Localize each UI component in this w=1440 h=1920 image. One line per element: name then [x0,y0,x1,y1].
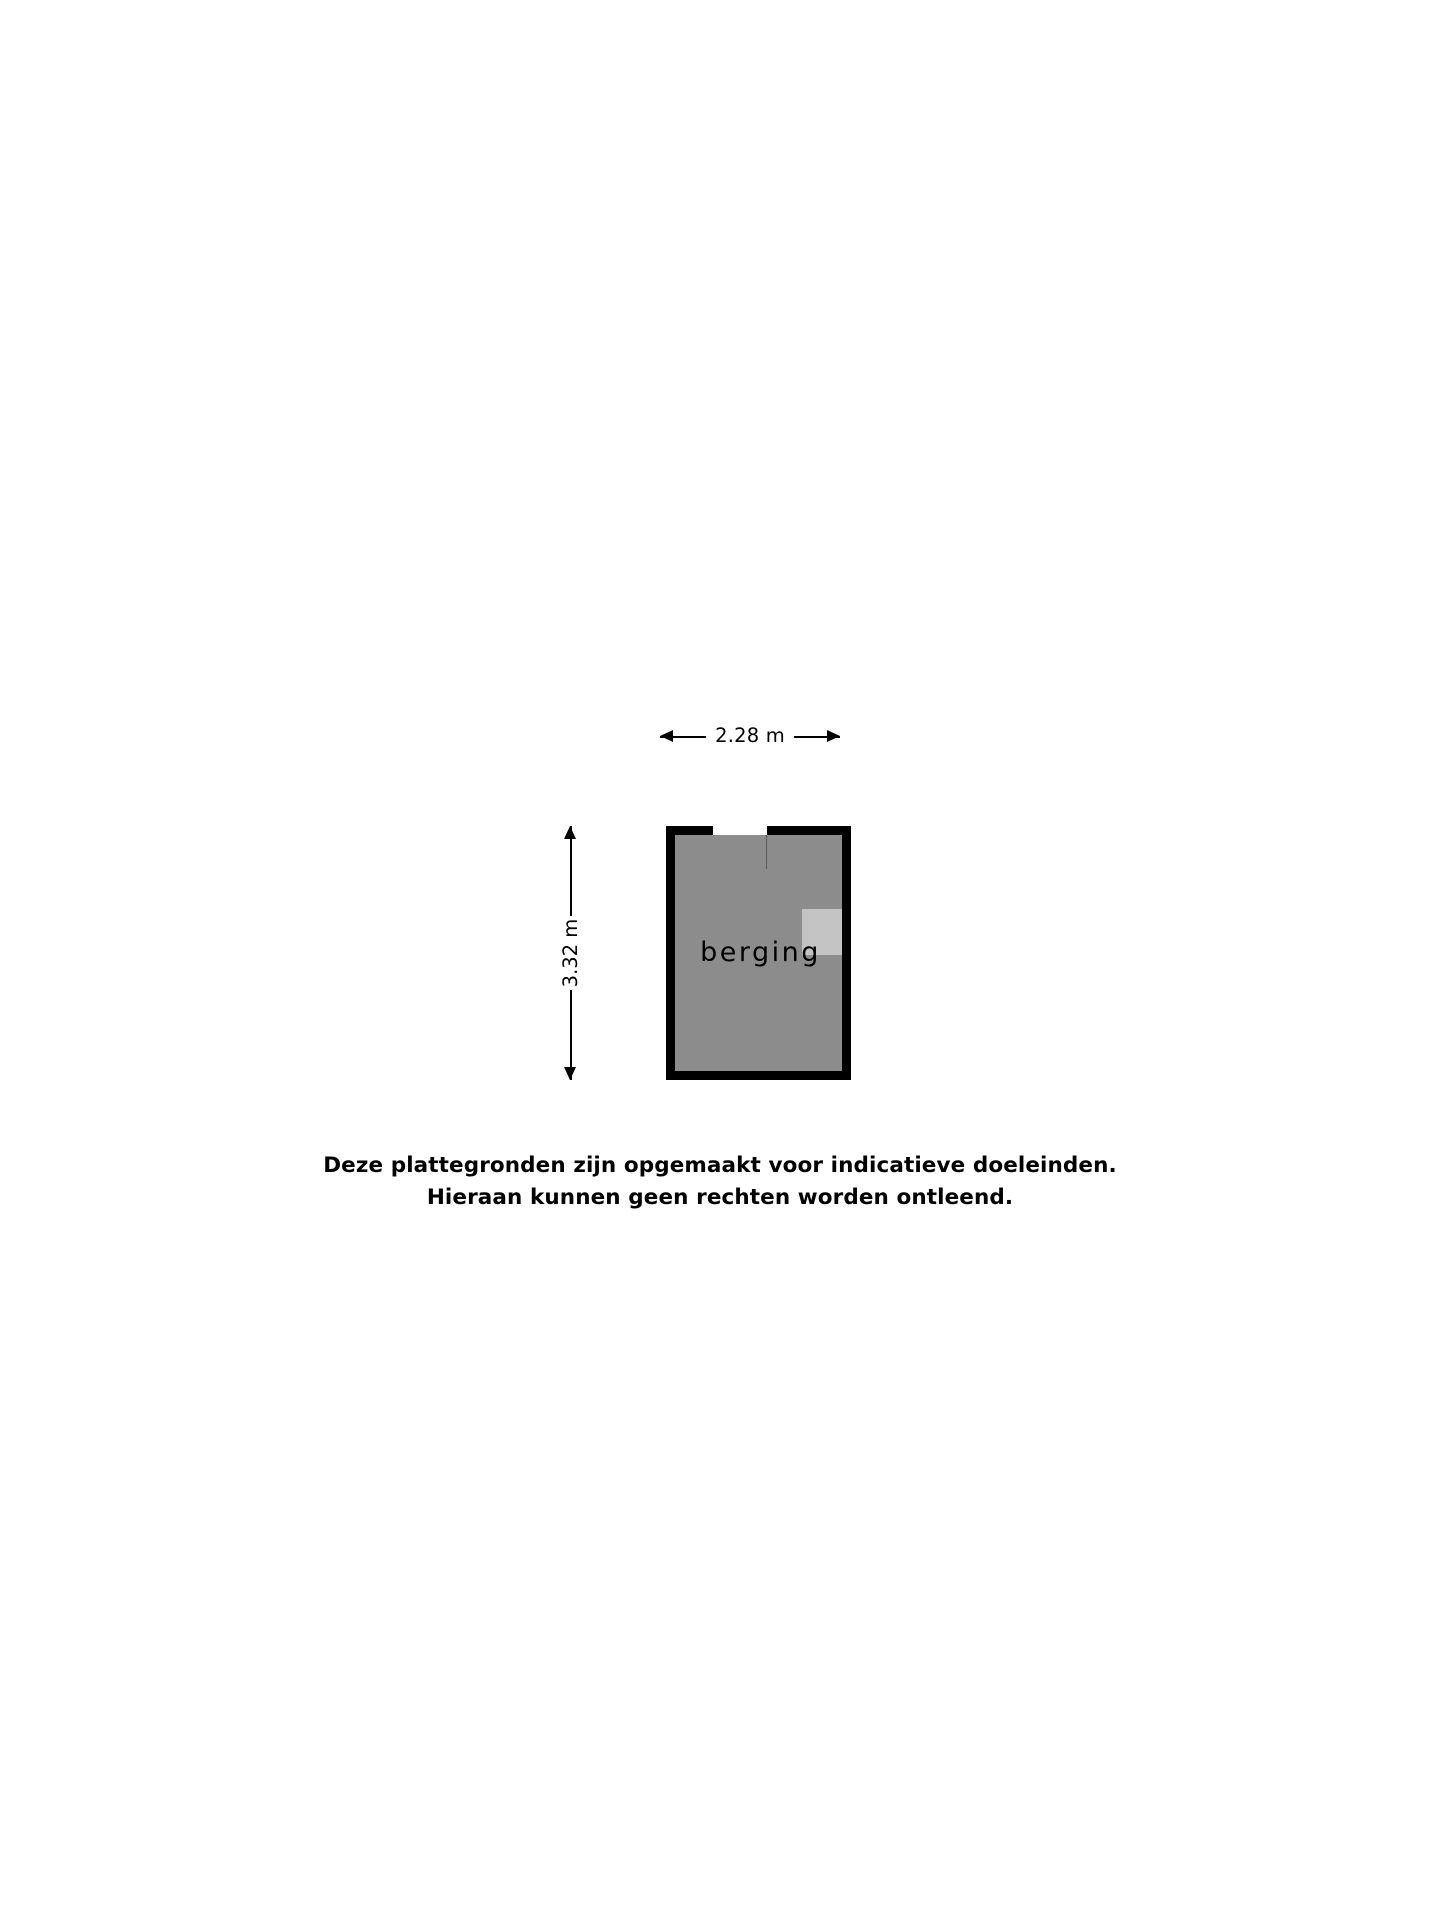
arrow-up-icon [564,826,576,839]
dimension-vertical [558,826,584,1080]
room-interior [675,835,842,1071]
disclaimer [0,1150,1440,1214]
room-berging [666,826,851,1080]
dimension-horizontal [660,724,840,750]
room-label: berging [700,937,821,968]
dimension-horizontal-label: 2.28 m [706,719,794,753]
arrow-down-icon [564,1067,576,1080]
door-opening [713,826,767,835]
arrow-left-icon [660,730,673,742]
disclaimer-line-2: Hieraan kunnen geen rechten worden ontleend. [426,1185,1014,1210]
door-swing-icon [713,835,767,871]
disclaimer-line-1: Deze plattegronden zijn opgemaakt voor indicatieve doeleinden. [323,1153,1117,1178]
dimension-vertical-label: 3.32 m [556,916,586,990]
arrow-right-icon [827,730,840,742]
